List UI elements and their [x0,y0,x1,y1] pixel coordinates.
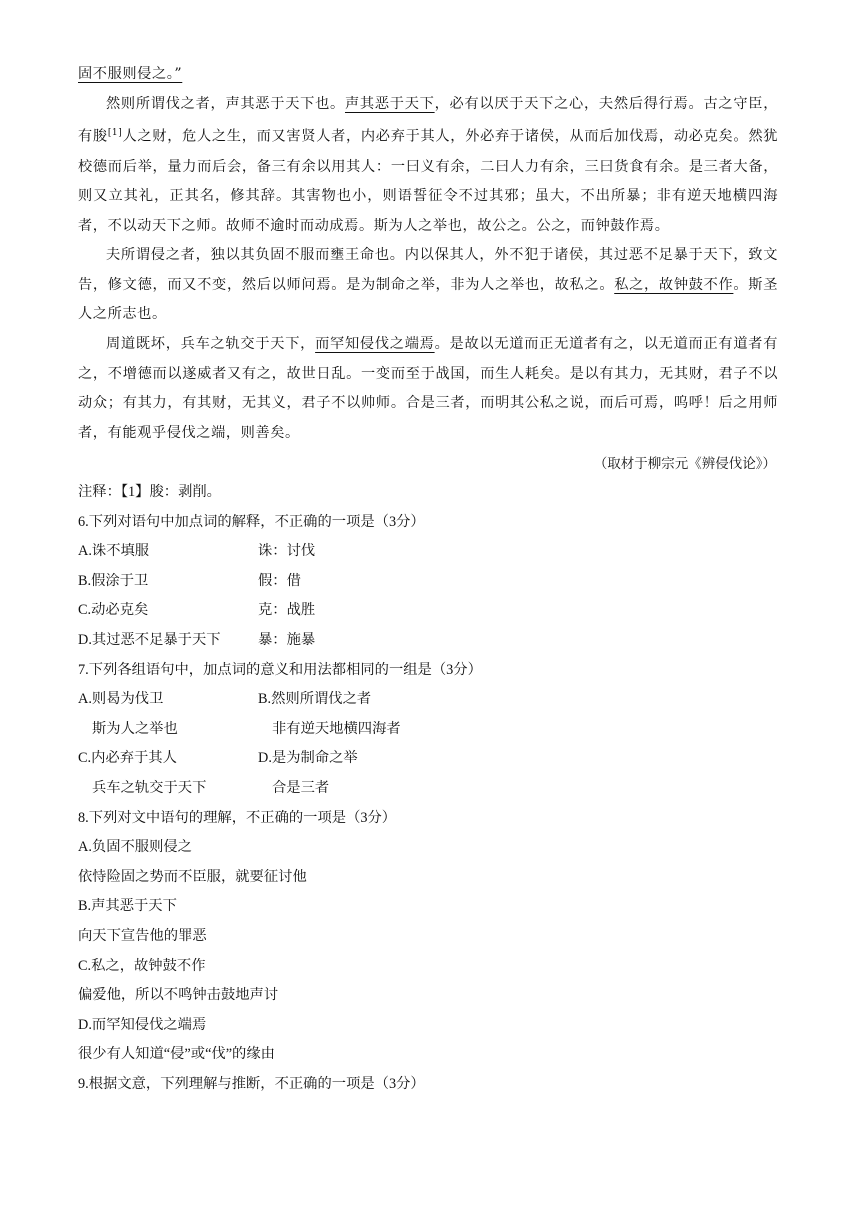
question-7-stem: 7.下列各组语句中，加点词的意义和用法都相同的一组是（3分） [78,661,482,678]
option-explanation: 假：借 [258,572,301,589]
option-sentence: C.内必弃于其人 [78,750,177,767]
option-sentence: B.假涂于卫 [78,572,149,589]
q6-option-a [78,537,778,567]
q8-option-c-gloss: 偏爱他，所以不鸣钟击鼓地声讨 [78,987,279,1004]
underlined-sentence: 而罕知侵伐之端焉 [315,336,435,353]
classical-passage [78,60,778,448]
passage-text: 。斯圣人之所志也。 [78,276,778,323]
option-sentence: 非有逆天地横四海者 [272,720,401,737]
footnote: 注释：【1】朘：剥削。 [78,484,221,500]
question-9-stem: 9.根据文意，下列理解与推断，不正确的一项是（3分） [78,1075,425,1092]
passage-paragraph-0 [78,60,778,90]
question-8-stem: 8.下列对文中语句的理解，不正确的一项是（3分） [78,809,397,826]
option-explanation: 诛：讨伐 [258,543,316,560]
passage-text: 周道既坏，兵车之轨交于天下， [106,336,316,353]
passage-paragraph-1 [78,90,778,242]
passage-paragraph-2 [78,241,778,330]
q6-option-d [78,626,778,656]
option-sentence: 合是三者 [272,779,330,796]
q8-option-d: D.而罕知侵伐之端焉 [78,1016,207,1033]
passage-text: ，必有以厌于天下之心，夫然后得行焉。古之守臣，有朘 [78,95,778,145]
q7-row-1 [78,685,778,715]
option-sentence: 兵车之轨交于天下 [92,779,207,796]
q8-option-b-gloss: 向天下宣告他的罪恶 [78,927,207,944]
q6-option-b [78,567,778,597]
questions [78,478,778,1099]
passage-text: 固不服则侵之。” [78,66,183,82]
passage-text: 人之财，危人之生，而又害贤人者，内必弃于其人，外必弃于诸侯，从而后加伐焉，动必克矣。然犹校德而后举，量力而后会，备三有余以用其人：一曰义有余，二曰人力有余，三曰货食有余。是三者大备，则又立其礼，正其名，修其辞。其害物也小，则语誓征令不过其邪；虽大，不出所暴；非有逆天地横四海者，不以动天下之师。故师不逾时而动成焉。斯为人之举也，故公之。公之，而钟鼓作焉。 [78,128,779,234]
passage-text: 。是故以无道而正无道者有之，以无道而正有道者有之，不增德而以遂威者又有之，故世日乱。一变而至于战国，而生人耗矣。是以有其力，无其财，君子不以动众；有其力，有其财，无其义，君子不以帅师。合是三者，而明其公私之说，而后可焉，呜呼！后之用师者，有能观乎侵伐之端，则善矣。 [78,336,778,441]
option-sentence: A.诛不填服 [78,543,150,560]
passage-text: 夫所谓侵之者，独以其负固不服而壅王命也。内以保其人，外不犯于诸侯，其过恶不足暴于天下，致文告，修文德，而又不变，然后以师问焉。是为制命之举，非为人之举也，故私之。 [78,247,778,293]
q8-option-c: C.私之，故钟鼓不作 [78,957,206,974]
q7-row-3 [78,744,778,774]
q8-option-a-gloss: 依恃险固之势而不臣服，就要征讨他 [78,868,307,885]
q8-option-a: A.负固不服则侵之 [78,839,192,856]
option-sentence: D.其过恶不足暴于天下 [78,631,221,648]
footnote-marker: [1] [107,128,123,139]
q7-row-2 [78,715,778,745]
option-sentence: B.然则所谓伐之者 [258,691,372,708]
underlined-sentence: 声其恶于天下 [344,95,435,112]
option-sentence: A.则曷为伐卫 [78,691,164,708]
q8-option-b: B.声其恶于天下 [78,898,177,915]
option-explanation: 暴：施暴 [258,631,316,648]
underlined-sentence: 私之，故钟鼓不作 [614,276,734,293]
option-sentence: 斯为人之举也 [92,720,178,737]
passage-paragraph-3 [78,330,778,448]
q8-option-d-gloss: 很少有人知道“侵”或“伐”的缘由 [78,1046,275,1063]
option-explanation: 克：战胜 [258,602,316,619]
option-sentence: D.是为制命之举 [258,750,358,767]
passage-source: （取材于柳宗元《辨侵伐论》） [593,456,776,471]
option-sentence: C.动必克矣 [78,602,149,619]
q6-option-c [78,596,778,626]
q7-row-4 [78,774,778,804]
passage-text: 然则所谓伐之者，声其恶于天下也。 [106,95,345,112]
question-6-stem: 6.下列对语句中加点词的解释，不正确的一项是（3分） [78,513,425,530]
